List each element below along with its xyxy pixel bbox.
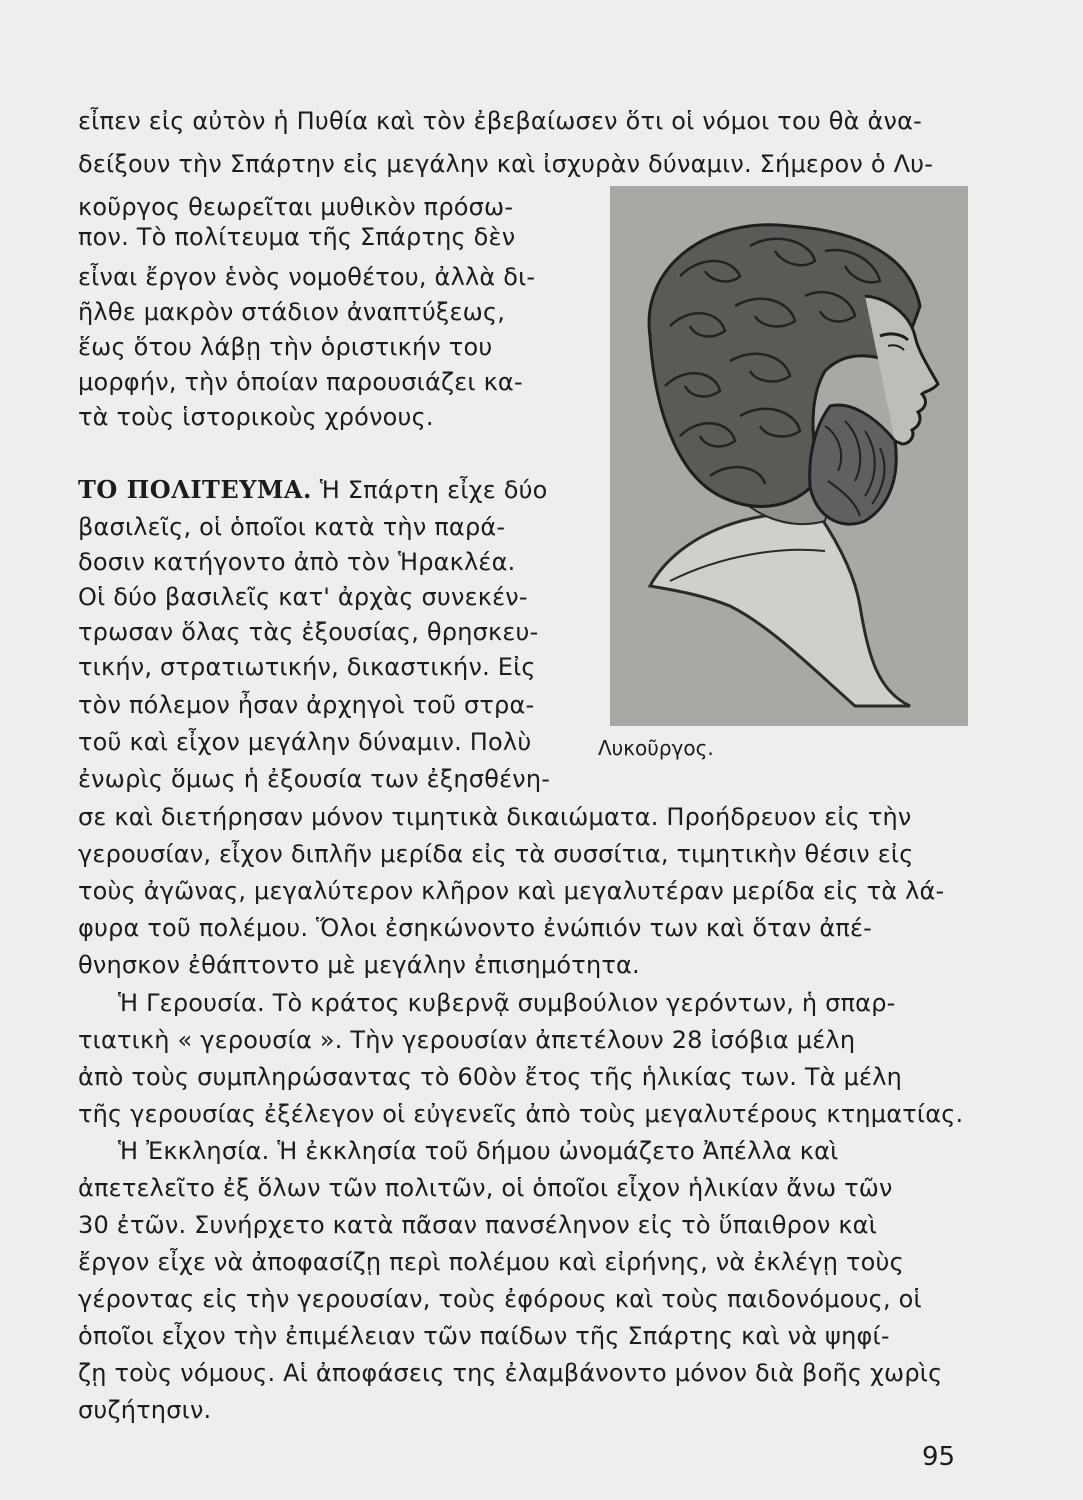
text-line: ζῃ τοὺς νόμους. Αἱ ἀποφάσεις της ἐλαμβάνοντο μόνον διὰ βοῆς χωρὶς — [78, 1359, 943, 1387]
text-line: βασιλεῖς, οἱ ὁποῖοι κατὰ τὴν παρά- — [78, 513, 506, 541]
bust-drawing — [610, 186, 968, 726]
section-heading-label: ΤΟ ΠΟΛΙΤΕΥΜΑ. — [78, 475, 312, 504]
text-line: τῆς γερουσίας ἐξέλεγον οἱ εὐγενεῖς ἀπὸ τοὺς μεγαλυτέρους κτηματίας. — [78, 1100, 964, 1128]
text-line: ὁποῖοι εἶχον τὴν ἐπιμέλειαν τῶν παίδων τῆς Σπάρτης καὶ νὰ ψηφί- — [78, 1322, 890, 1350]
text-line: τοῦ καὶ εἶχον μεγάλην δύναμιν. Πολὺ — [78, 728, 532, 756]
text-line: ἀπετελεῖτο ἐξ ὅλων τῶν πολιτῶν, οἱ ὁποῖοι εἶχον ἡλικίαν ἄνω τῶν — [78, 1174, 893, 1202]
text-line: τρωσαν ὅλας τὰς ἐξουσίας, θρησκευ- — [78, 618, 539, 646]
text-line: κοῦργος θεωρεῖται μυθικὸν πρόσω- — [78, 193, 514, 221]
text-line: δοσιν κατήγοντο ἀπὸ τὸν Ἡρακλέα. — [78, 548, 516, 576]
text-line: γέροντας εἰς τὴν γερουσίαν, τοὺς ἐφόρους καὶ τοὺς παιδονόμους, οἱ — [78, 1285, 922, 1313]
portrait-caption: Λυκοῦργος. — [598, 736, 714, 760]
text-line: συζήτησιν. — [78, 1396, 212, 1424]
text-line: ῆλθε μακρὸν στάδιον ἀναπτύξεως, — [78, 298, 506, 326]
text-line: εἶπεν εἰς αὐτὸν ἡ Πυθία καὶ τὸν ἐβεβαίωσεν ὅτι οἱ νόμοι του θὰ ἀνα- — [78, 107, 922, 135]
text-line: μορφήν, τὴν ὁποίαν παρουσιάζει κα- — [78, 368, 523, 396]
text-line: δείξουν τὴν Σπάρτην εἰς μεγάλην καὶ ἰσχυρὰν δύναμιν. Σήμερον ὁ Λυ- — [78, 150, 934, 178]
text-line: ἀπὸ τοὺς συμπληρώσαντας τὸ 60ὸν ἔτος τῆς ἡλικίας των. Τὰ μέλη — [78, 1063, 903, 1091]
text-line: τοὺς ἀγῶνας, μεγαλύτερον κλῆρον καὶ μεγαλυτέραν μερίδα εἰς τὰ λά- — [78, 877, 945, 905]
text-line: θνησκον ἐθάπτοντο μὲ μεγάλην ἐπισημότητα. — [78, 951, 640, 979]
lycurgus-portrait — [610, 186, 968, 726]
section-heading-politeuma — [78, 473, 548, 507]
text-line: ἕως ὅτου λάβῃ τὴν ὁριστικήν του — [78, 333, 493, 361]
text-line: φυρα τοῦ πολέμου. Ὅλοι ἐσηκώνοντο ἐνώπιόν των καὶ ὅταν ἀπέ- — [78, 914, 873, 942]
text-line: ἐνωρὶς ὅμως ἡ ἐξουσία των ἐξησθένη- — [78, 765, 551, 793]
text-line: 30 ἐτῶν. Συνήρχετο κατὰ πᾶσαν πανσέληνον εἰς τὸ ὕπαιθρον καὶ — [78, 1211, 878, 1239]
text-line: τὰ τοὺς ἱστορικοὺς χρόνους. — [78, 403, 434, 431]
text-line: ἔργον εἶχε νὰ ἀποφασίζῃ περὶ πολέμου καὶ εἰρήνης, νὰ ἐκλέγῃ τοὺς — [78, 1248, 904, 1276]
text-line: σε καὶ διετήρησαν μόνον τιμητικὰ δικαιώματα. Προήδρευον εἰς τὴν — [78, 803, 912, 831]
section-heading-text: Ἡ Σπάρτη εἶχε δύο — [311, 476, 548, 504]
text-line: πον. Τὸ πολίτευμα τῆς Σπάρτης δὲν — [78, 223, 516, 251]
subsection-gerousia: Ἡ Γερουσία. Τὸ κράτος κυβερνᾷ συμβούλιον γερόντων, ἡ σπαρ- — [118, 989, 896, 1017]
text-line: τιατικὴ « γερουσία ». Τὴν γερουσίαν ἀπετέλουν 28 ἰσόβια μέλη — [78, 1026, 856, 1054]
text-line: τικήν, στρατιωτικήν, δικαστικήν. Εἰς — [78, 653, 536, 681]
text-line: τὸν πόλεμον ἦσαν ἀρχηγοὶ τοῦ στρα- — [78, 691, 535, 719]
text-line: γερουσίαν, εἶχον διπλῆν μερίδα εἰς τὰ συσσίτια, τιμητικὴν θέσιν εἰς — [78, 840, 914, 868]
page-number: 95 — [922, 1442, 956, 1472]
subsection-ekklesia: Ἡ Ἐκκλησία. Ἡ ἐκκλησία τοῦ δήμου ὠνομάζετο Ἀπέλλα καὶ — [118, 1137, 839, 1165]
text-line: Οἱ δύο βασιλεῖς κατ' ἀρχὰς συνεκέν- — [78, 583, 528, 611]
text-line: εἶναι ἔργον ἑνὸς νομοθέτου, ἀλλὰ δι- — [78, 263, 536, 291]
